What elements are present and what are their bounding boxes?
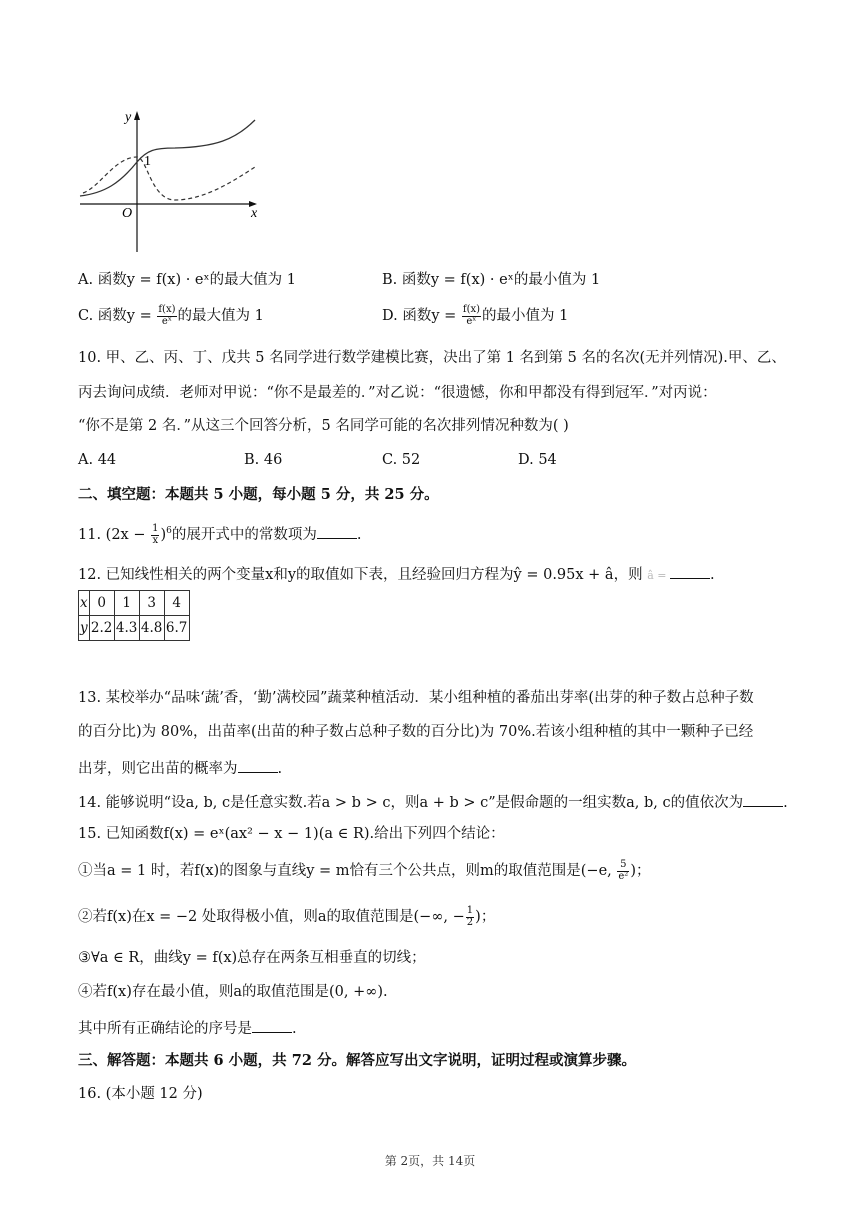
function-graph	[75, 105, 265, 255]
q12-mid: â =	[647, 569, 670, 582]
q11-frac-den: x	[152, 534, 159, 546]
q9-c-fraction	[157, 305, 176, 327]
q13-line3: 出芽，则它出苗的概率为 .	[78, 758, 282, 778]
q11: 11. (2x − $\frac{1}{x}$ )$^6$的展开式中的常数项为 .	[78, 523, 362, 546]
one-label: 1	[144, 154, 151, 169]
y-axis-arrow	[134, 111, 140, 120]
q15-s1-fraction	[617, 860, 629, 882]
q12-answer-blank	[670, 564, 710, 579]
q13-line1: 13. 某校举办“品味‘蔬’香，‘勤’满校园”蔬菜种植活动．某小组种植的番茄出芽率(出芽的种子数占总种子数	[78, 690, 754, 706]
q9-d-frac-num: f(x)	[462, 304, 481, 315]
q12-text: 12. 已知线性相关的两个变量x和y的取值如下表，且经验回归方程为ŷ = 0.95x + â，则	[78, 567, 643, 583]
q9-option-b: B. 函数y = f(x) · eˣ的最小值为 1	[382, 272, 601, 288]
q13-answer-blank	[238, 758, 278, 773]
q15-statement-1	[78, 860, 650, 882]
q10-line2: 丙去询问成绩．老师对甲说：“你不是最差的．”对乙说：“很遗憾，你和甲都没有得到冠军．”对丙说：	[78, 385, 717, 401]
q9-option-a: A. 函数y = f(x) · eˣ的最大值为 1	[78, 272, 296, 288]
q10-option-a: A. 44	[78, 452, 117, 468]
q9-c-suffix: 的最大值为 1	[177, 308, 264, 324]
data-table	[78, 590, 190, 641]
table-cell: 1	[114, 591, 139, 616]
table-cell: y	[79, 616, 90, 641]
q13-line2: 的百分比)为 80%，出苗率(出苗的种子数占总种子数的百分比)为 70%.若该小组种植的其中一颗种子已经	[78, 724, 754, 740]
q15-s2-fraction	[466, 906, 474, 928]
q11-frac-num: 1	[152, 523, 159, 534]
section3-heading: 三、解答题：本题共 6 小题，共 72 分。解答应写出文字说明，证明过程或演算步骤。	[78, 1052, 636, 1069]
q9-c-frac-num: f(x)	[158, 304, 176, 315]
q13-line3-text: 出芽，则它出苗的概率为	[78, 761, 238, 777]
table-row	[79, 616, 190, 641]
q15-statement-3: ③∀a ∈ R，曲线y = f(x)总存在两条互相垂直的切线；	[78, 950, 426, 966]
q15-s1-frac-den: e²	[618, 870, 629, 882]
q9-c-frac-den: eˣ	[161, 315, 173, 327]
x-axis-label: x	[251, 206, 258, 221]
q9-d-fraction	[462, 305, 481, 327]
y-axis-label: y	[125, 110, 132, 125]
q15-s2-prefix: ②若f(x)在x = −2 处取得极小值，则a的取值范围是(−∞, −	[78, 909, 465, 925]
table-row	[79, 591, 190, 616]
q9-d-prefix: D. 函数y =	[382, 308, 461, 324]
q15-s1-frac-num: 5	[617, 860, 629, 872]
q9-d-suffix: 的最小值为 1	[482, 308, 569, 324]
q11-fraction	[151, 524, 159, 546]
table-cell: 2.2	[89, 616, 114, 641]
table-cell: 4	[164, 591, 189, 616]
q15-statement-4: ④若f(x)存在最小值，则a的取值范围是(0, +∞).	[78, 984, 388, 1000]
q11-exponent: 6	[166, 526, 172, 537]
table-cell: x	[79, 591, 90, 616]
q12	[78, 564, 715, 584]
q15-ask: 其中所有正确结论的序号是 .	[78, 1018, 297, 1038]
table-cell: 0	[89, 591, 114, 616]
q9-d-frac-den: eˣ	[466, 315, 477, 327]
q9-option-c	[78, 305, 264, 327]
q15-statement-2	[78, 906, 495, 928]
q10-line3: “你不是第 2 名．”从这三个回答分析，5 名同学可能的名次排列情况种数为( )	[78, 418, 569, 434]
q14: 14. 能够说明“设a, b, c是任意实数.若a > b > c，则a + b > c”是假命题的一组实数a, b, c的值依次为 .	[78, 792, 788, 812]
page-footer: 第 2页，共 14页	[384, 1154, 476, 1168]
q11-prefix: 11. (2x −	[78, 527, 151, 543]
q9-c-prefix: C. 函数y =	[78, 308, 157, 324]
q15-answer-blank	[252, 1018, 292, 1033]
q9-option-d	[382, 305, 568, 327]
q16-heading: 16. (本小题 12 分)	[78, 1086, 203, 1102]
q15-s2-suffix: )；	[475, 909, 496, 925]
dashed-curve	[83, 157, 255, 200]
section2-heading: 二、填空题：本题共 5 小题，每小题 5 分，共 25 分。	[78, 486, 439, 503]
q10-option-c: C. 52	[382, 452, 421, 468]
q14-text: 14. 能够说明“设a, b, c是任意实数.若a > b > c，则a + b > c”是假命题的一组实数a, b, c的值依次为	[78, 795, 744, 811]
q10-option-d: D. 54	[518, 452, 557, 468]
q11-suffix: 的展开式中的常数项为	[171, 527, 317, 543]
q15-intro: 15. 已知函数f(x) = eˣ(ax² − x − 1)(a ∈ R).给出下列四个结论：	[78, 826, 505, 842]
q14-answer-blank	[743, 792, 783, 807]
q15-s1-prefix: ①当a = 1 时，若f(x)的图象与直线y = m恰有三个公共点，则m的取值范围是(−e,	[78, 863, 617, 879]
q15-s2-frac-den: 2	[466, 916, 474, 928]
q12-end: .	[709, 567, 715, 583]
q10-option-b: B. 46	[244, 452, 283, 468]
table-cell: 4.3	[114, 616, 139, 641]
q11-end: .	[356, 527, 362, 543]
origin-label: O	[122, 206, 133, 221]
table-cell: 3	[139, 591, 164, 616]
q11-answer-blank	[317, 524, 357, 539]
table-cell: 4.8	[139, 616, 164, 641]
q15-s2-frac-num: 1	[466, 905, 474, 916]
table-cell: 6.7	[164, 616, 189, 641]
q10-line1: 10. 甲、乙、丙、丁、戊共 5 名同学进行数学建模比赛，决出了第 1 名到第 5 名的名次(无并列情况).甲、乙、	[78, 350, 786, 366]
q15-ask-text: 其中所有正确结论的序号是	[78, 1021, 252, 1037]
solid-curve	[80, 120, 255, 196]
q15-s1-suffix: )；	[630, 863, 651, 879]
